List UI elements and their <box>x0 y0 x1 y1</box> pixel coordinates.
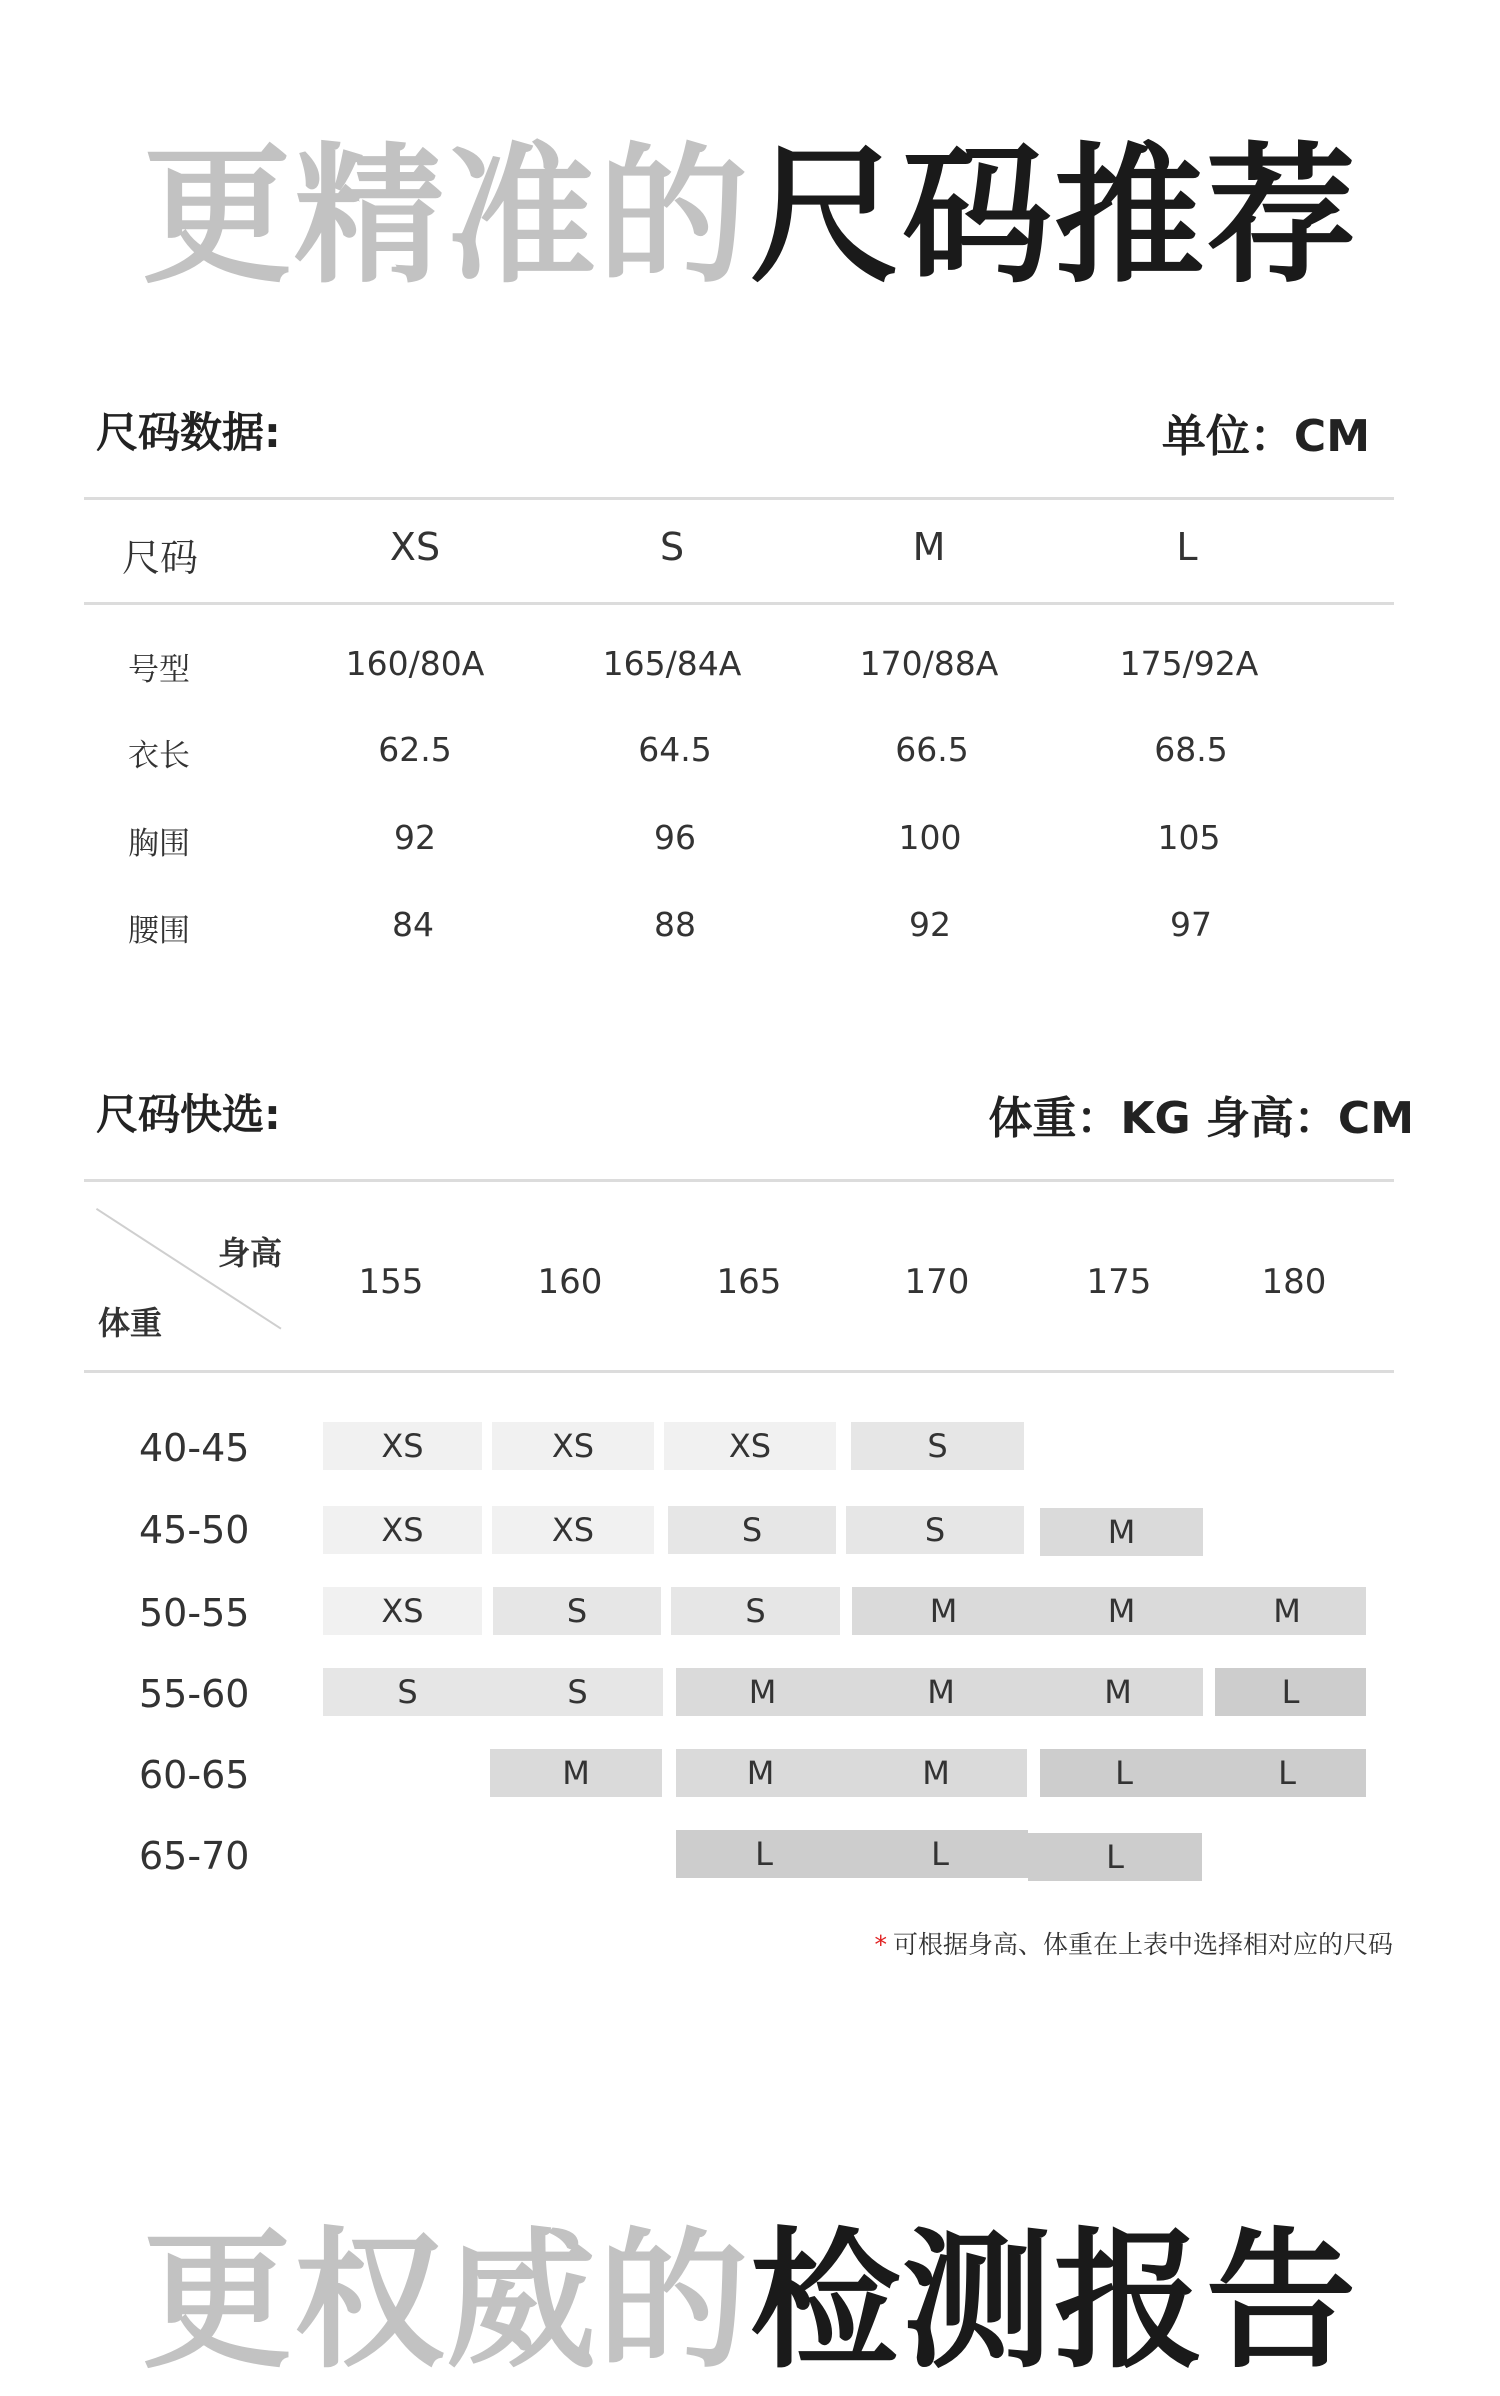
size-chip: S <box>492 1668 663 1716</box>
size-cell: 96 <box>654 818 696 857</box>
size-chip: XS <box>323 1587 482 1635</box>
size-chip: M <box>490 1749 662 1797</box>
size-cell: 64.5 <box>638 730 712 769</box>
size-chip: M <box>1208 1587 1366 1635</box>
size-chip: L <box>1208 1749 1366 1797</box>
size-header-s: S <box>659 525 685 569</box>
size-cell: 68.5 <box>1154 730 1228 769</box>
size-chip: M <box>845 1749 1027 1797</box>
size-chip: M <box>676 1668 849 1716</box>
weight-row-label: 45-50 <box>139 1508 250 1552</box>
size-chip: L <box>1040 1749 1208 1797</box>
size-chip: M <box>849 1668 1033 1716</box>
weight-row-label: 40-45 <box>139 1426 250 1470</box>
size-chip: S <box>668 1506 836 1554</box>
size-chip: L <box>676 1830 852 1878</box>
section-title-light: 更权威的 <box>141 2215 750 2389</box>
size-cell: 105 <box>1157 818 1221 857</box>
size-chip: XS <box>492 1506 654 1554</box>
size-data-label: 尺码数据: <box>96 408 281 457</box>
size-chip: L <box>1028 1833 1202 1881</box>
corner-height-label: 身高 <box>218 1234 283 1272</box>
size-cell: 62.5 <box>378 730 452 769</box>
size-cell: 165/84A <box>602 644 742 683</box>
size-chip: L <box>852 1830 1028 1878</box>
divider <box>84 1179 1394 1182</box>
height-header: 180 <box>1261 1262 1327 1302</box>
size-cell: 92 <box>394 818 436 857</box>
height-header: 165 <box>716 1262 782 1302</box>
size-cell: 66.5 <box>895 730 969 769</box>
size-cell: 88 <box>654 905 696 944</box>
size-chip: XS <box>323 1422 482 1470</box>
section-title-dark: 检测报告 <box>750 2215 1359 2389</box>
size-chip: M <box>852 1587 1035 1635</box>
divider <box>84 602 1394 605</box>
size-chip: S <box>851 1422 1024 1470</box>
size-header-l: L <box>1176 525 1198 569</box>
size-cell: 97 <box>1170 905 1212 944</box>
size-chip: M <box>1035 1587 1208 1635</box>
height-header: 170 <box>904 1262 970 1302</box>
size-cell: 92 <box>909 905 951 944</box>
height-header: 155 <box>358 1262 424 1302</box>
page-title-light: 更精准的 <box>141 130 750 304</box>
size-chip: XS <box>664 1422 836 1470</box>
page-title-dark: 尺码推荐 <box>750 130 1359 304</box>
size-header-xs: XS <box>389 525 441 569</box>
weight-row-label: 60-65 <box>139 1753 250 1797</box>
size-chip: XS <box>323 1506 482 1554</box>
size-cell: 170/88A <box>859 644 999 683</box>
size-header-label: 尺码 <box>122 536 199 580</box>
size-chip: M <box>1033 1668 1203 1716</box>
size-row-label: 腰围 <box>128 913 190 949</box>
size-chip: L <box>1215 1668 1366 1716</box>
size-chip: S <box>671 1587 840 1635</box>
size-cell: 100 <box>898 818 962 857</box>
size-chip: M <box>1040 1508 1203 1556</box>
height-header: 175 <box>1086 1262 1152 1302</box>
divider <box>84 497 1394 500</box>
quick-select-label: 尺码快选: <box>96 1090 281 1139</box>
quick-select-unit: 体重：KG 身高：CM <box>988 1093 1414 1144</box>
weight-row-label: 55-60 <box>139 1672 250 1716</box>
footnote <box>874 1925 1393 1961</box>
size-chip: XS <box>492 1422 654 1470</box>
size-row-label: 胸围 <box>128 826 190 862</box>
height-header: 160 <box>537 1262 603 1302</box>
size-chip: S <box>493 1587 661 1635</box>
size-data-unit: 单位：CM <box>1161 411 1370 462</box>
page-title <box>0 95 1500 311</box>
weight-row-label: 65-70 <box>139 1834 250 1878</box>
footnote-star: * <box>874 1930 887 1959</box>
size-cell: 84 <box>392 905 434 944</box>
divider <box>84 1370 1394 1373</box>
size-cell: 175/92A <box>1119 644 1259 683</box>
size-chip: S <box>323 1668 492 1716</box>
size-cell: 160/80A <box>345 644 485 683</box>
footnote-text: 可根据身高、体重在上表中选择相对应的尺码 <box>892 1930 1393 1959</box>
section-title <box>0 2180 1500 2396</box>
size-chip: M <box>676 1749 845 1797</box>
size-header-m: M <box>912 525 946 569</box>
size-row-label: 号型 <box>128 652 190 688</box>
corner-weight-label: 体重 <box>98 1304 163 1342</box>
weight-row-label: 50-55 <box>139 1591 250 1635</box>
size-chip: S <box>846 1506 1024 1554</box>
size-row-label: 衣长 <box>128 738 190 774</box>
